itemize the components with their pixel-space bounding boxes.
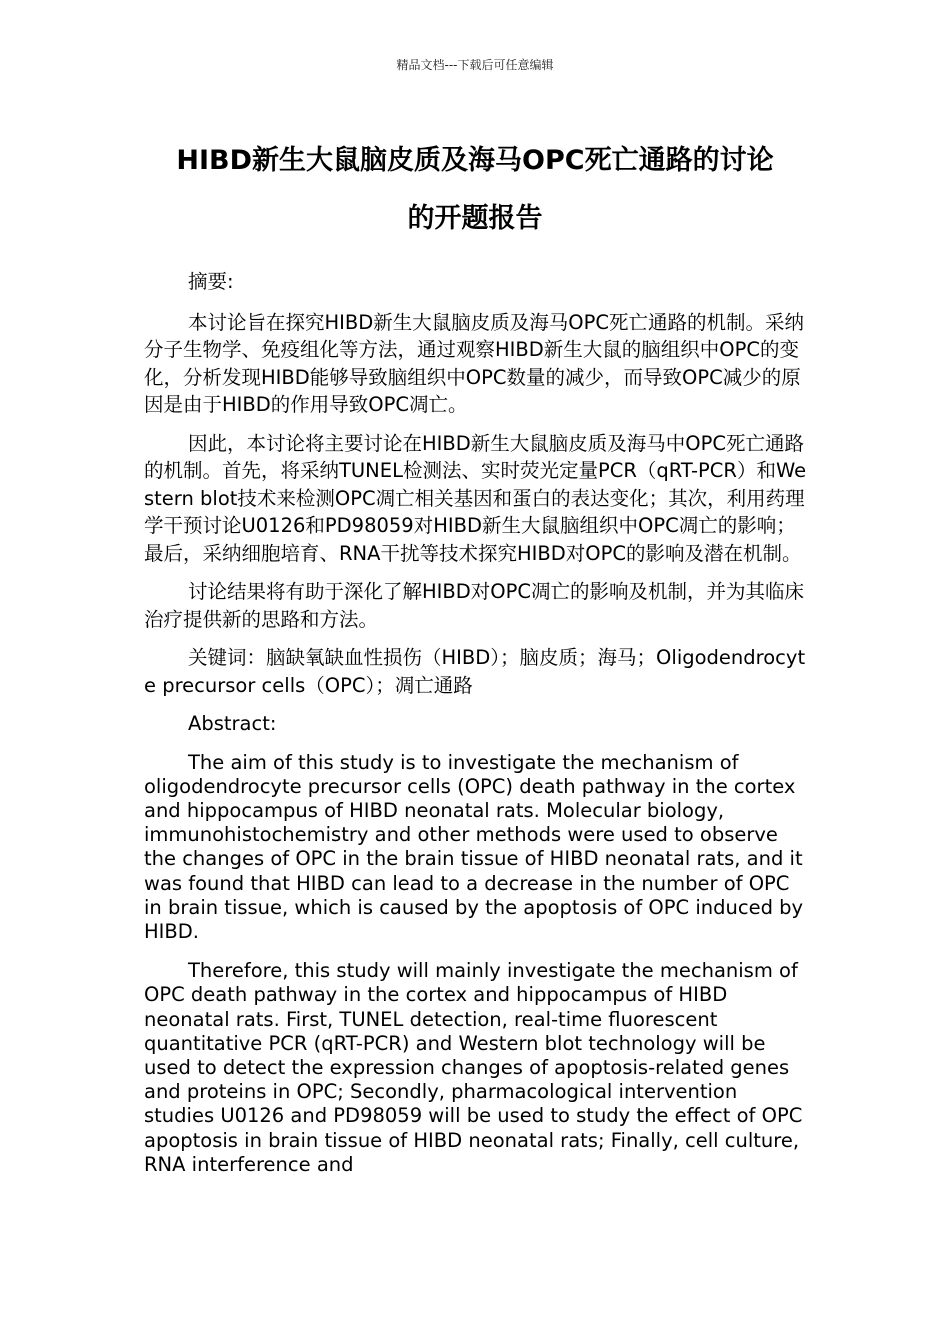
abstract-en-paragraph-2: Therefore, this study will mainly investigate the mechanism of OPC death pathway in the cortex and hippocampus of HIBD neonatal rats. First, TUNEL detection, real-time fluorescent quantitative PCR (qRT-PCR) and Western blot technology will be used to detect the expression changes of apoptosis-related genes and proteins in OPC; Secondly, pharmacological intervention studies U0126 and PD98059 will be used to study the effect of OPC apoptosis in brain tissue of HIBD neonatal rats; Finally, cell culture, RNA interference and xyxy=(144,959,803,1176)
document-title-line-1: HIBD新生大鼠脑皮质及海马OPC死亡通路的讨论 xyxy=(176,145,774,176)
header-note: 精品文档---下载后可任意编辑 xyxy=(396,58,554,72)
keywords-cn: 关键词：脑缺氧缺血性损伤（HIBD）；脑皮质；海马；Oligodendrocyte precursor cells（OPC）；凋亡通路 xyxy=(144,646,806,697)
abstract-en-label: Abstract: xyxy=(188,712,277,735)
abstract-en-paragraph-1: The aim of this study is to investigate the mechanism of oligodendrocyte precursor cells (OPC) death pathway in the cortex and hippocampus of HIBD neonatal rats. Molecular biology, immunohistochemistry and other methods were used to observe the changes of OPC in the brain tissue of HIBD neonatal rats, and it was found that HIBD can lead to a decrease in the number of OPC in brain tissue, which is caused by the apoptosis of OPC induced by HIBD. xyxy=(144,750,804,943)
abstract-cn-paragraph-1: 本讨论旨在探究HIBD新生大鼠脑皮质及海马OPC死亡通路的机制。采纳分子生物学、免疫组化等方法，通过观察HIBD新生大鼠的脑组织中OPC的变化，分析发现HIBD能够导致脑组织中OPC数量的减少，而导致OPC减少的原因是由于HIBD的作用导致OPC凋亡。 xyxy=(144,310,805,416)
abstract-cn-paragraph-2: 因此，本讨论将主要讨论在HIBD新生大鼠脑皮质及海马中OPC死亡通路的机制。首先，将采纳TUNEL检测法、实时荧光定量PCR（qRT-PCR）和Western blot技术来检测OPC凋亡相关基因和蛋白的表达变化；其次，利用药理学干预讨论U0126和PD98059对HIBD新生大鼠脑组织中OPC凋亡的影响；最后，采纳细胞培育、RNA干扰等技术探究HIBD对OPC的影响及潜在机制。 xyxy=(144,431,807,565)
abstract-cn-paragraph-3: 讨论结果将有助于深化了解HIBD对OPC凋亡的影响及机制，并为其临床治疗提供新的思路和方法。 xyxy=(144,580,805,631)
document-body xyxy=(144,268,812,1192)
document-title-line-2: 的开题报告 xyxy=(407,203,543,234)
abstract-cn-label: 摘要: xyxy=(188,270,234,293)
